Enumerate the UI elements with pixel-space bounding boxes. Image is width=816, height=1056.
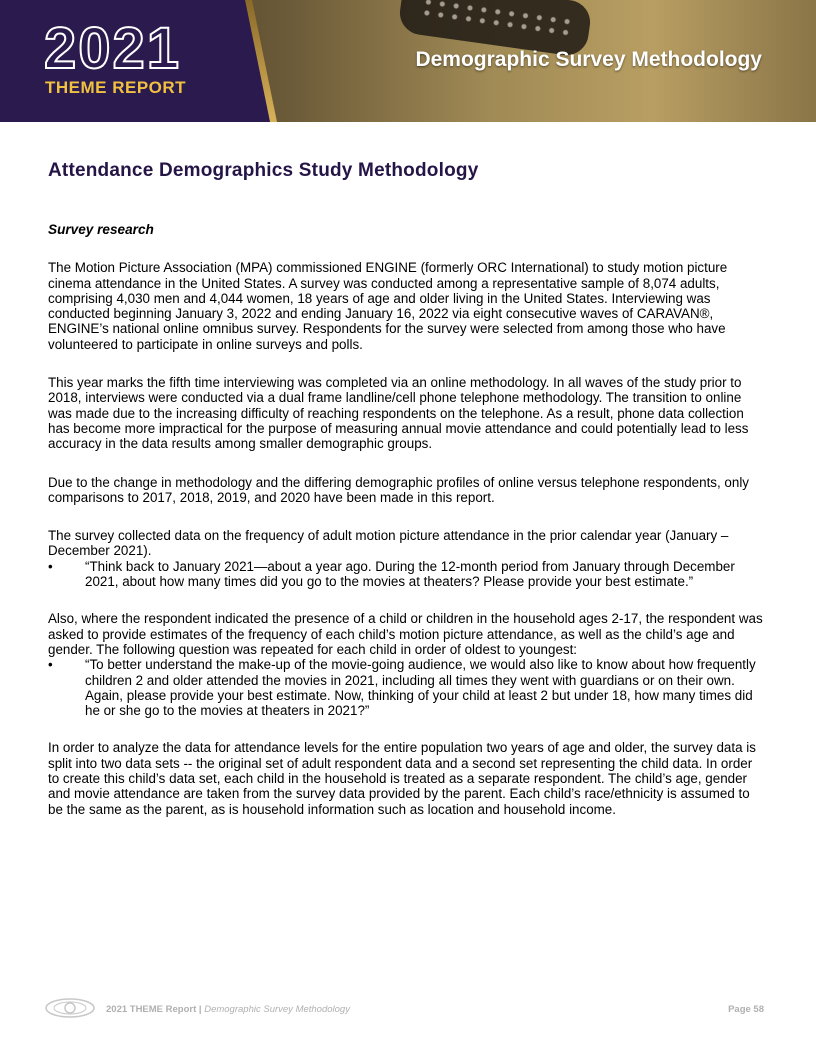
list-item (48, 657, 766, 718)
paragraph-6: In order to analyze the data for attendance levels for the entire population two years of age and older, the survey data is split into two data sets -- the original set of adult respondent data and a second set representing the child data. In order to create this child’s data set, each child in the household is treated as a separate respondent. The child’s age, gender and movie attendance are taken from the survey data provided by the parent. Each child’s race/ethnicity is assumed to be the same as the parent, as is household information such as location and household income. (48, 740, 756, 817)
list-item (48, 559, 766, 590)
report-year: 2021 (44, 16, 182, 81)
bullet-text-1: “Think back to January 2021—about a year ago. During the 12-month period from January through December 2021, about how many times did you go to the movies at theaters? Please provide your best estimate.” (85, 558, 735, 590)
bullet-text-2: “To better understand the make-up of the movie-going audience, we would also like to know about how frequently children 2 and older attended the movies in 2021, including all times they went with guardians or on their own. Again, please provide your best estimate. Now, thinking of your child at least 2 but under 18, how many times did he or she go to the movies at theaters in 2021?” (85, 657, 756, 719)
footer-label (106, 1004, 350, 1015)
paragraph-1: The Motion Picture Association (MPA) commissioned ENGINE (formerly ORC International) to study motion picture cinema attendance in the United States. A survey was conducted among a representative sample of 8,074 adults, comprising 4,030 men and 4,044 women, 18 years of age and older living in the United States. Interviewing was conducted beginning January 3, 2022 and ending January 16, 2022 via eight consecutive waves of CARAVAN®, ENGINE’s national online omnibus survey. Respondents for the survey were selected from among those who have volunteered to participate in online surveys and polls. (48, 260, 728, 352)
page-footer (44, 997, 764, 1021)
page-number: Page 58 (728, 1004, 764, 1015)
footer-section: Demographic Survey Methodology (204, 1004, 350, 1015)
header-banner (0, 0, 816, 122)
bullet-mark: • (48, 558, 53, 574)
subheading: Survey research (48, 222, 154, 237)
section-title: Demographic Survey Methodology (415, 48, 762, 71)
bullet-mark: • (48, 657, 53, 673)
paragraph-4: The survey collected data on the frequency of adult motion picture attendance in the prior calendar year (January – December 2021). (48, 528, 729, 559)
report-label: THEME REPORT (45, 78, 187, 97)
page-heading: Attendance Demographics Study Methodology (48, 160, 479, 181)
paragraph-2: This year marks the fifth time interviewing was completed via an online methodology. In all waves of the study prior to 2018, interviews were conducted via a dual frame landline/cell phone telephone methodology. The transition to online was made due to the increasing difficulty of reaching respondents on the telephone. As a result, phone data collection has become more impractical for the purpose of measuring annual movie attendance and could potentially lead to less accuracy in the data results among smaller demographic groups. (48, 375, 749, 452)
paragraph-3: Due to the change in methodology and the differing demographic profiles of online versus telephone respondents, only comparisons to 2017, 2018, 2019, and 2020 have been made in this report. (48, 474, 749, 505)
paragraph-5: Also, where the respondent indicated the presence of a child or children in the household ages 2-17, the respondent was asked to provide estimates of the frequency of each child’s motion picture attendance, as well as the child’s age and gender. The following question was repeated for each child in order of oldest to youngest: (48, 611, 763, 657)
mpa-logo-icon (44, 997, 96, 1019)
footer-report: 2021 THEME Report | (106, 1004, 202, 1015)
body-content (48, 222, 766, 832)
